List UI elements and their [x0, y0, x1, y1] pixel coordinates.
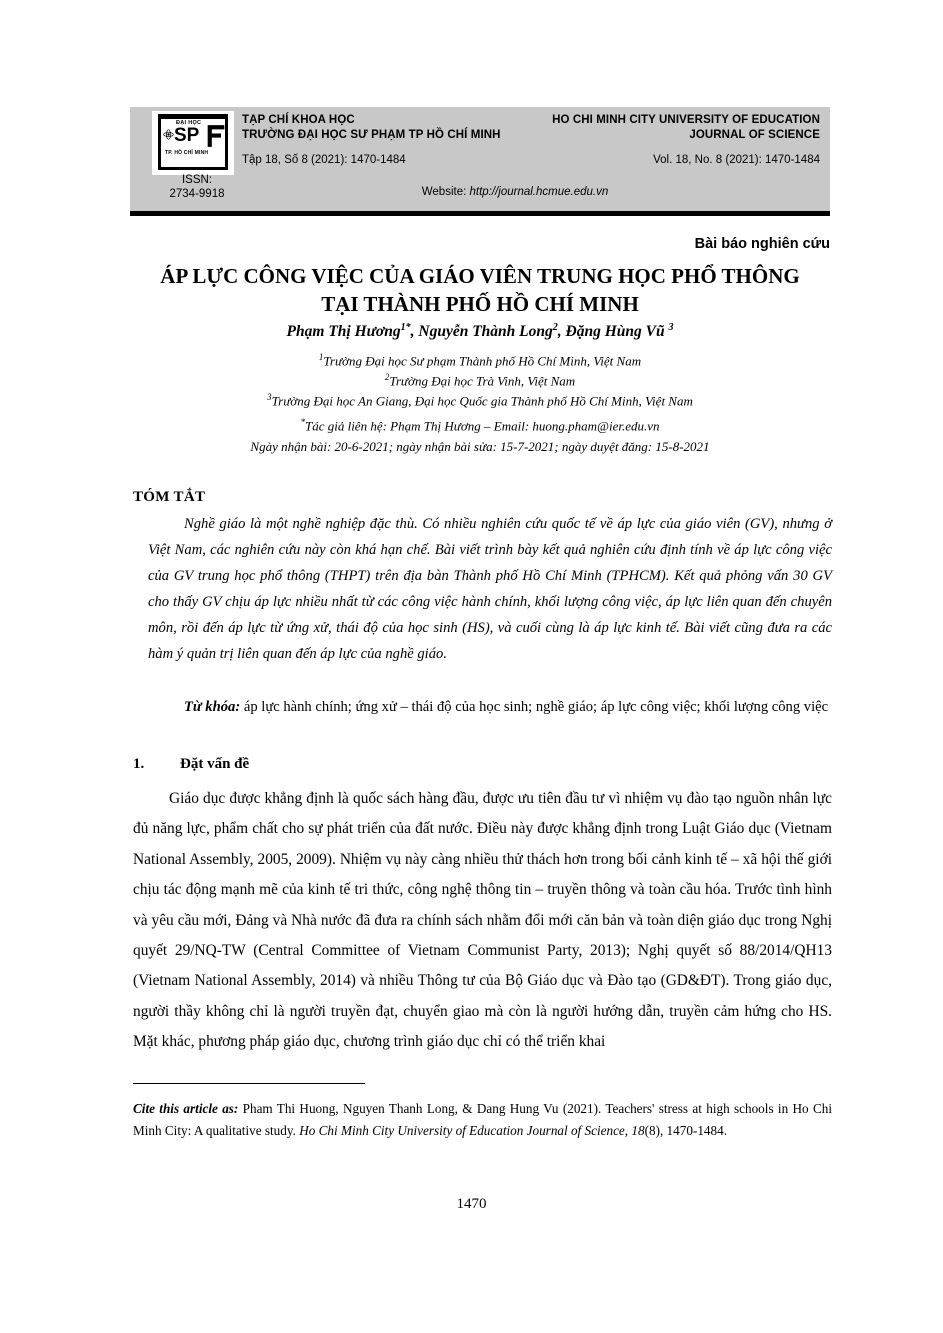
author-list: [130, 322, 830, 341]
masthead-divider: [130, 211, 830, 216]
author-3: Đặng Hùng Vũ $^3$: [565, 322, 674, 341]
submission-dates: Ngày nhận bài: 20-6-2021; ngày nhận bài sửa: 15-7-2021; ngày duyệt đăng: 15-8-2021: [250, 439, 710, 454]
abstract-heading: TÓM TẮT: [133, 489, 206, 505]
cite-text-2: (8), 1470-1484.: [644, 1122, 727, 1138]
footnote-divider: [133, 1083, 365, 1084]
volume-issue-en: Vol. 18, No. 8 (2021): 1470-1484: [653, 154, 820, 166]
logo-sp-text: SP: [174, 125, 200, 146]
corresponding-author: *Tác giả liên hệ: Phạm Thị Hương – Email: huong.pham@ier.edu.vn: [300, 417, 660, 434]
university-name-en: HO CHI MINH CITY UNIVERSITY OF EDUCATION: [552, 114, 820, 126]
affiliation-2: $^2$Trường Đại học Trà Vinh, Việt Nam: [384, 372, 576, 389]
keywords: [148, 694, 832, 720]
author-1: Phạm Thị Hương$^{1*}$: [286, 322, 411, 341]
cite-journal: Ho Chi Minh City University of Education Journal of Science, 18: [299, 1122, 645, 1138]
masthead-right: [552, 113, 820, 167]
abstract-body: Nghề giáo là một nghề nghiệp đặc thù. Có nhiều nghiên cứu quốc tế về áp lực của giáo viên (GV), nhưng ở Việt Nam, các nghiên cứu này còn khá hạn chế. Bài viết trình bày kết quả nghiên cứu định tính về áp lực công việc của GV trung học phổ thông (THPT) trên địa bàn Thành phố Hồ Chí Minh (TPHCM). Kết quả phỏng vấn 30 GV cho thấy GV chịu áp lực nhiều nhất từ các công việc hành chính, khối lượng công việc, áp lực liên quan đến chuyên môn, rồi đến áp lực từ ứng xử, thái độ của học sinh (HS), và cuối cùng là áp lực kinh tế. Bài viết cũng đưa ra các hàm ý quản trị liên quan đến áp lực của nghề giáo.: [148, 516, 832, 663]
atom-icon: [163, 129, 174, 140]
cite-text-1: Pham Thi Huong, Nguyen Thanh Long, & Dang Hung Vu (2021). Teachers' stress at high schools in Ho Chi Minh City: A qualitative study.: [133, 1101, 833, 1138]
section-1-number: 1.: [133, 756, 145, 772]
corresponding-marker: *: [300, 417, 305, 427]
author-2: Nguyễn Thành Long$^2$: [418, 322, 558, 341]
keywords-label: Từ khóa:: [184, 699, 241, 715]
section-1-paragraph: [133, 784, 832, 1058]
page-number: 1470: [456, 1196, 487, 1212]
cite-label: Cite this article as:: [133, 1101, 239, 1116]
journal-masthead: [130, 107, 830, 211]
journal-logo: [152, 111, 234, 175]
affiliation-2-marker: 2: [384, 372, 390, 382]
issn-label: ISSN:: [181, 174, 213, 186]
logo-dai-hoc-text: ĐẠI HỌC: [176, 120, 202, 126]
logo-city-text: TP. HỒ CHÍ MINH: [165, 150, 209, 156]
affiliation-3-marker: 3: [267, 392, 272, 402]
section-1-title: Đặt vấn đề: [180, 756, 250, 772]
page-title: [130, 262, 830, 318]
section-1-paragraph-text: Giáo dục được khẳng định là quốc sách hàng đầu, được ưu tiên đầu tư vì nhiệm vụ đào tạo nguồn nhân lực đủ năng lực, phẩm chất cho sự phát triển của đất nước. Điều này được khẳng định trong Luật Giáo dục (Vietnam National Assembly, 2005, 2009). Nhiệm vụ này càng nhiều thử thách hơn trong bối cảnh kinh tế – xã hội thế giới chịu tác động mạnh mẽ của kinh tế tri thức, công nghệ thông tin – truyền thông và toàn cầu hóa. Trước tình hình và yêu cầu mới, Đảng và Nhà nước đã đưa ra chính sách nhằm đổi mới căn bản và toàn diện giáo dục trong Nghị quyết 29/NQ-TW (Central Committee of Vietnam Communist Party, 2013); Nghị quyết số 88/2014/QH13 (Vietnam National Assembly, 2014) và nhiều Thông tư của Bộ Giáo dục và Đào tạo (GD&ĐT). Trong giáo dục, người thầy không chỉ là người truyền đạt, chuyển giao mà còn là người hướng dẫn, truyền cảm hứng cho HS. Mặt khác, phương pháp giáo dục, chương trình giáo dục chỉ có thể triển khai: [133, 790, 832, 1051]
affiliation-3: $^3$Trường Đại học An Giang, Đại học Quốc gia Thành phố Hồ Chí Minh, Việt Nam: [267, 392, 693, 409]
article-type-label: Bài báo nghiên cứu: [694, 236, 830, 252]
title-line-1: ÁP LỰC CÔNG VIỆC CỦA GIÁO VIÊN TRUNG HỌC PHỔ THÔNG: [160, 264, 800, 288]
journal-website: [130, 186, 830, 198]
website-url[interactable]: http://journal.hcmue.edu.vn: [469, 186, 609, 198]
volume-issue-vi: Tập 18, Số 8 (2021): 1470-1484: [242, 154, 406, 166]
title-line-2: TẠI THÀNH PHỐ HỒ CHÍ MINH: [321, 292, 639, 316]
author-sep-2: ,: [557, 323, 566, 341]
journal-name-vi: TẠP CHÍ KHOA HỌC: [242, 114, 355, 126]
affiliation-1: $^1$Trường Đại học Sư phạm Thành phố Hồ Chí Minh, Việt Nam: [318, 352, 642, 369]
issn-value: 2734-9918: [169, 188, 225, 200]
journal-name-en: JOURNAL OF SCIENCE: [689, 128, 820, 141]
author-sep-1: ,: [410, 323, 419, 341]
keywords-text: áp lực hành chính; ứng xử – thái độ của học sinh; nghề giáo; áp lực công việc; khối lượng công việc: [240, 699, 829, 715]
masthead-left: [242, 113, 501, 167]
website-label: Website:: [421, 186, 467, 198]
affiliation-1-marker: 1: [318, 352, 324, 362]
book-flag-icon: [206, 123, 226, 149]
citation-footnote: [133, 1098, 832, 1141]
university-name-vi: TRƯỜNG ĐẠI HỌC SƯ PHẠM TP HỒ CHÍ MINH: [242, 128, 501, 141]
